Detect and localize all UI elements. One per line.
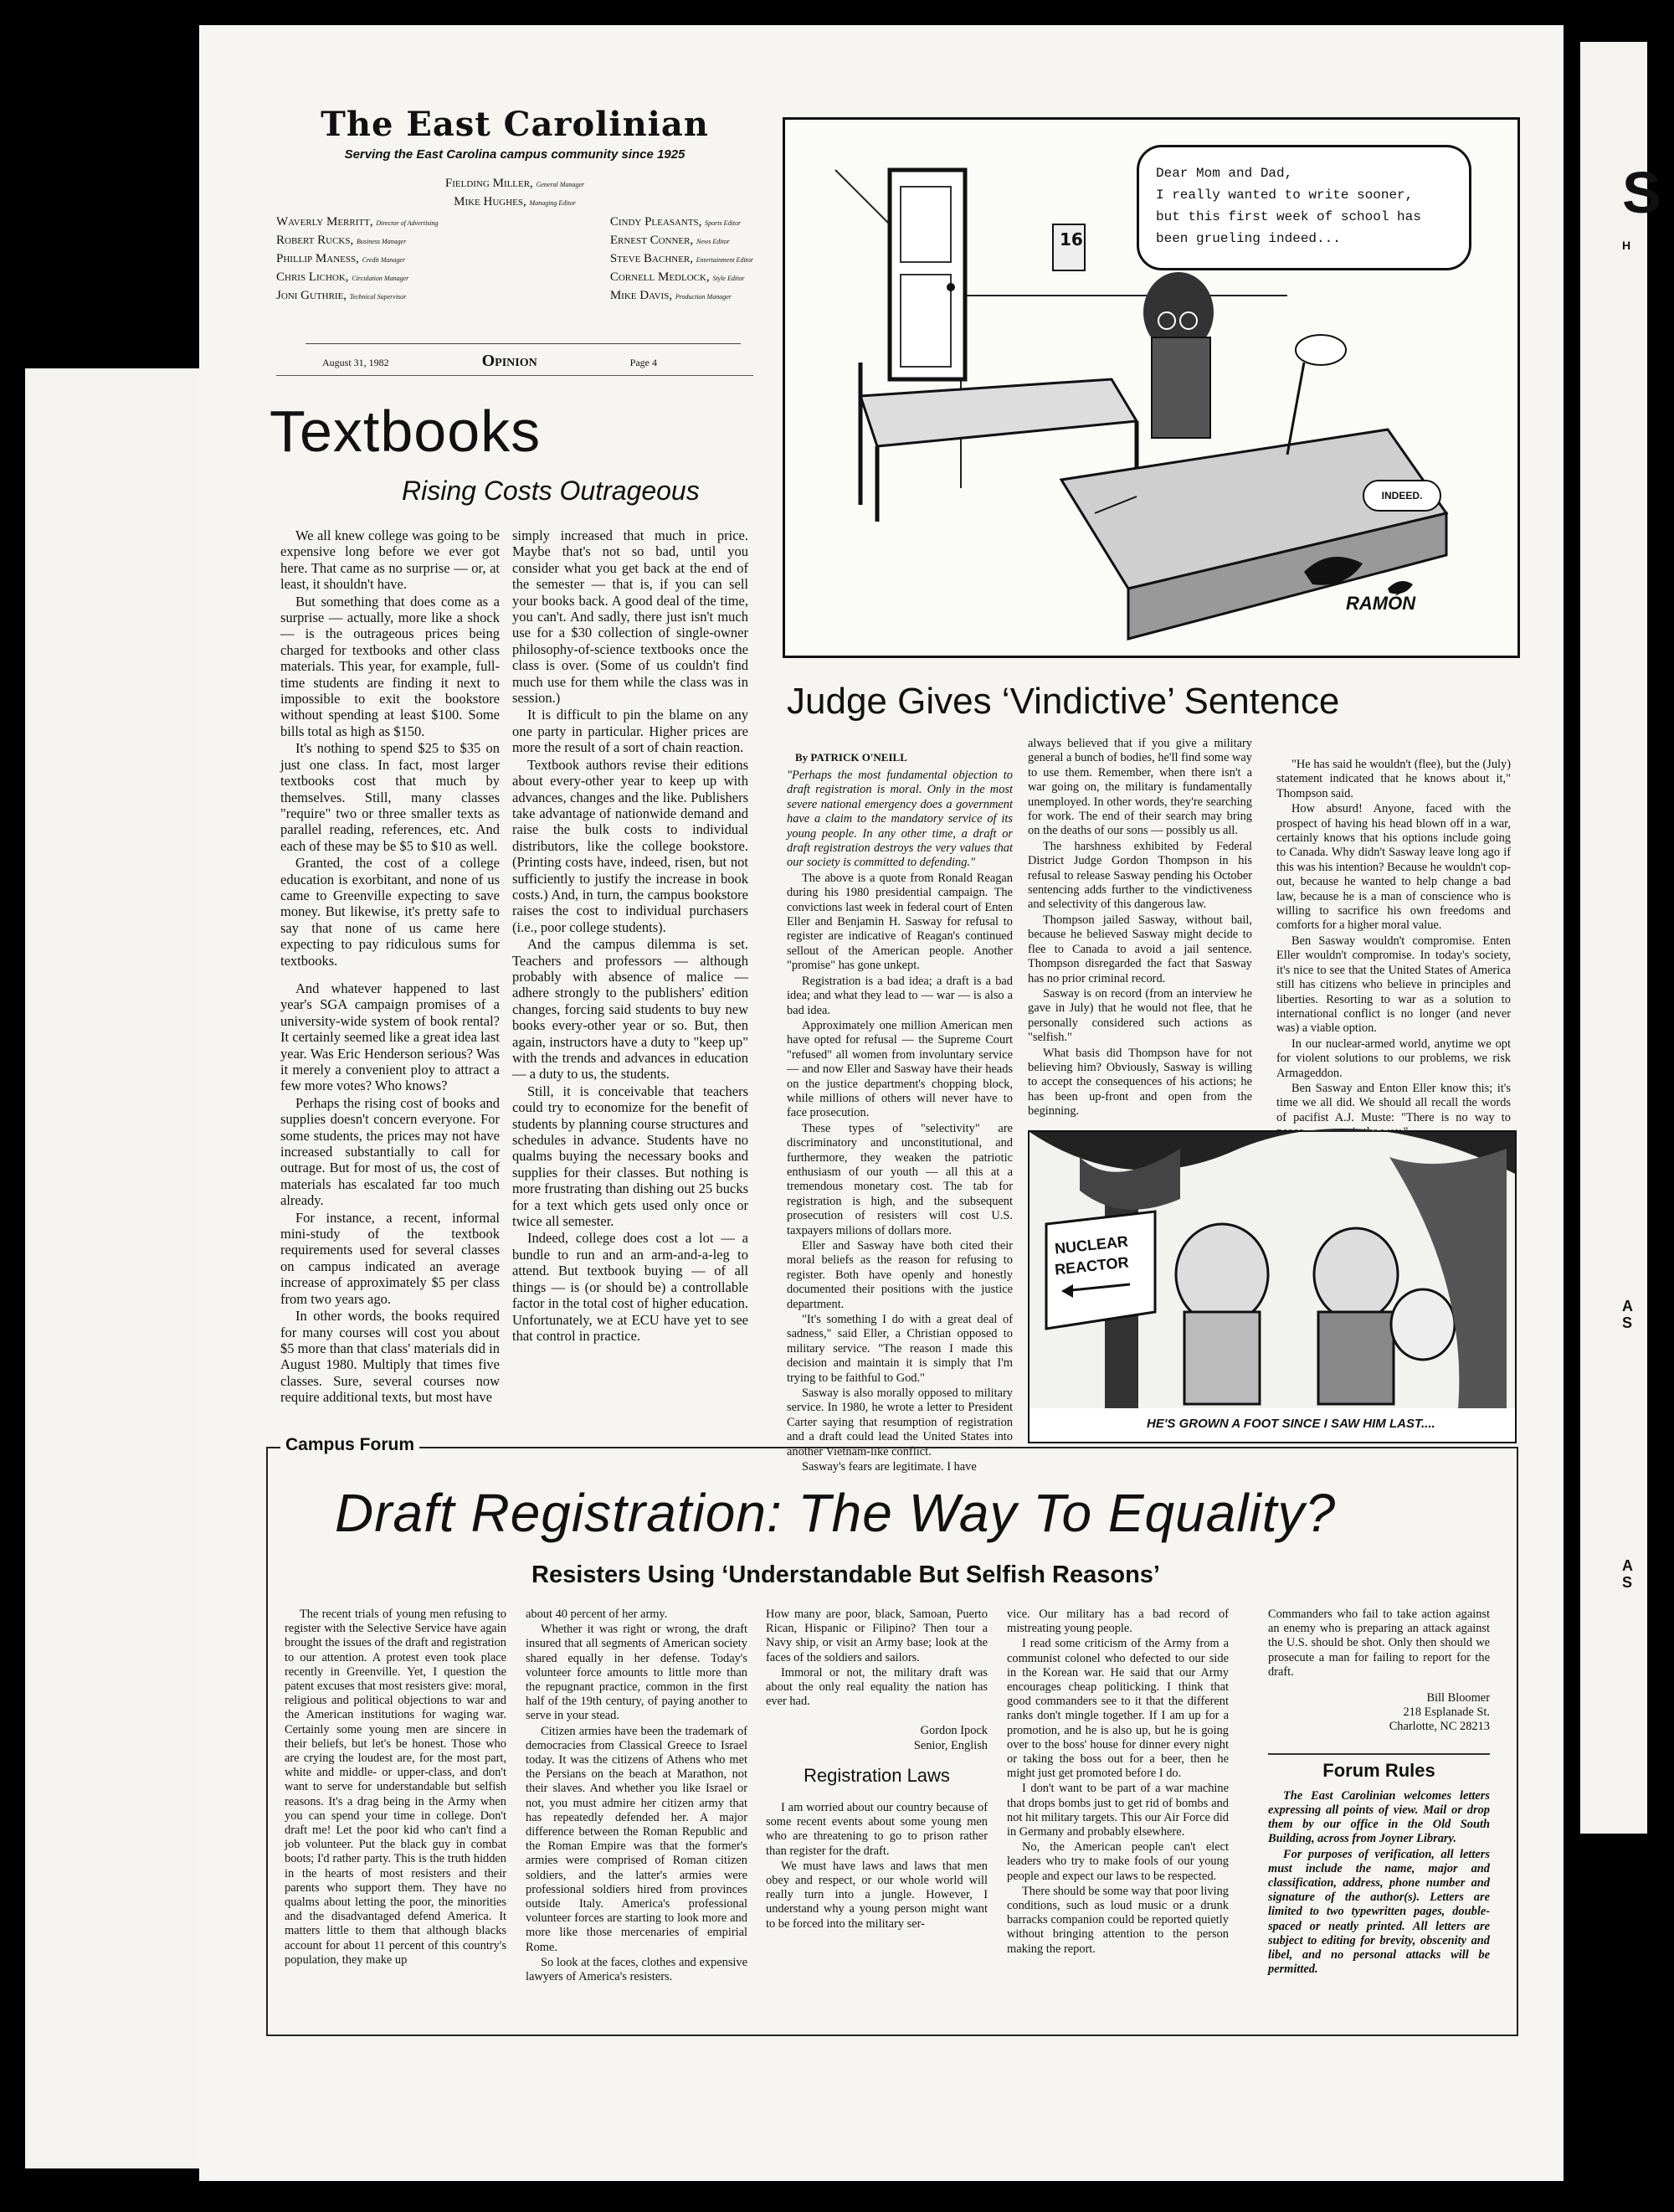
staff-entry [276, 287, 439, 306]
paragraph: There should be some way that poor living conditions, such as loud music or a drunk barracks companion could be reported quietly without bringing attention to the person making the report. [1007, 1884, 1229, 1956]
staff-list-right [610, 213, 753, 306]
letter-speech-balloon [1137, 145, 1471, 270]
letter-signature [1268, 1691, 1490, 1735]
staff-role: Business Manager [357, 238, 407, 245]
paragraph: Commanders who fail to take action against an enemy who is preparing an attack against the U.S. should be shot. Only then should we prosecute a man for failing to report for the draft. [1268, 1608, 1490, 1679]
cartoonist-signature: RAMÓN [1346, 593, 1416, 614]
forum-column-3 [766, 1608, 988, 2018]
edge-letter: S [1622, 1574, 1633, 1591]
paragraph: So look at the faces, clothes and expensive lawyers of America's resisters. [526, 1955, 747, 1984]
forum-rules-rule [1268, 1753, 1490, 1755]
staff-role: Circulation Manager [352, 275, 409, 282]
staff-role: Technical Supervisor [349, 293, 407, 301]
paragraph: The recent trials of young men refusing to register with the Selective Service have again brought the issues of the draft and registration to our attention. A protest even took place recently in Greenville. Yet, I question the patent excuses that most resisters give: moral, religious and political objections to war and the American institutions for waging war. Certainly some young men are sincere in their beliefs, but let's be honest. Those who are crying the loudest are, for the most part, white and middle- or upper-class, and don't want to serve for understandable but selfish reasons. It's a drag being in the Army when you can spend your time in college. Don't draft me! Let the poor kid who can't find a job volunteer. Put the black guy in combat boots; I'd rather party. This is the truth hidden in the hearts of most resisters and their parents who support them. They have no qualms about letting the poor, the minorities and the disadvantaged defend America. It matters little to them that although blacks account for about 11 percent of this country's population, they make up [285, 1608, 506, 1967]
folio-rule [276, 375, 753, 376]
forum-column-2 [526, 1608, 747, 2018]
paragraph: How many are poor, black, Samoan, Puerto Rican, Hispanic or Filipino? Then tour a Navy ship, or visit an Army base; look at the faces of the soldiers and sailors. [766, 1608, 988, 1664]
paragraph: Sasway's fears are legitimate. I have [802, 1460, 977, 1474]
letter-signature [766, 1724, 988, 1752]
paragraph: Ben Sasway and Enton Eller know this; it's time we all did. We should all recall the words of pacifist A.J. Muste: "There is no way to [1276, 1081, 1511, 1124]
staff-role: Sports Editor [705, 219, 742, 227]
staff-entry [276, 213, 439, 232]
staff-entry [276, 232, 439, 250]
judge-column-1 [787, 769, 1013, 1474]
cartoon-caption: HE'S GROWN A FOOT SINCE I SAW HIM LAST.... [1147, 1417, 1435, 1431]
staff-name: Joni Guthrie, [276, 289, 347, 302]
staff-entry [610, 250, 753, 269]
staff-entry [276, 269, 439, 287]
staff-name: Mike Davis, [609, 289, 673, 302]
paragraph: But something that does come as a surprise — actually, more like a shock — is the outrageous prices being charged for textbooks and other class materials. This year, for example, full-time students are finding it next to impossible to exit the bookstore without spending at least $100. Some bills total as high as $150. [280, 593, 500, 739]
staff-entry [276, 250, 439, 269]
paragraph: Approximately one million American men have opted for refusal — the Supreme Court "refused" all women from involuntary service — and now Eller and Sasway have their heads on the justice department's chopping block, while millions of others will never have to face prosecution. [787, 1018, 1013, 1120]
staff-entry [610, 232, 753, 250]
staff-role: Director of Advertising [376, 219, 439, 227]
staff-name: Chris Lichok, [276, 270, 349, 284]
bird-speech-balloon: INDEED. [1363, 480, 1441, 512]
paragraph: And the campus dilemma is set. Teachers and professors — although probably with absence of malice — adhere strongly to the publishers' edition changes, forcing said students to buy new books every-other year or so. But, then again, instructors have a duty to "keep up" with the trends and advances in education — a duty to us, the students. [512, 936, 748, 1083]
signature-name: Gordon Ipock [920, 1724, 988, 1738]
paragraph: Registration is a bad idea; a draft is a bad idea; and what they lead to — war — is also a bad idea. [787, 974, 1013, 1017]
paragraph: Still, it is conceivable that teachers could try to economize for the benefit of students by planning course structures and schedules in advance. Students have no qualms buying the necessary books and supplies for their classes. But nothing is more frustrating than dishing out 25 bucks for a text which gets used only once or twice all semester. [512, 1083, 748, 1230]
reactor-sign-line: REACTOR [1054, 1253, 1130, 1278]
paragraph: We must have laws and laws that men obey and respect, or our whole world will really turn into a jungle. However, I understand why a young person might want to be forced into the military ser- [766, 1859, 988, 1931]
forum-column-4 [1007, 1608, 1229, 2018]
paragraph: The above is a quote from Ronald Reagan during his 1980 presidential campaign. The convictions last week in federal court of Enten Eller and Benjamin H. Sasway for refusal to register are indicative of Reagan's continued sellout of the American people. Another "promise" has gone unkept. [787, 871, 1013, 973]
paragraph: simply increased that much in price. Maybe that's not so bad, until you consider what you get back at the end of the semester — that is, if you can sell your books back. A good deal of the time, you can't. And sadly, there just isn't much use for a $30 collection of single-owner philosophy-of-science textbooks once the class is over. (Some of us couldn't find much use for them while the class was in session.) [512, 527, 748, 707]
managing-editor [276, 193, 753, 212]
right-edge-fragments [1622, 159, 1661, 1666]
paragraph: How absurd! Anyone, faced with the prospect of having his head blown off in a war, certainly knows that his options include going to Canada. Why didn't Sasway leave long ago if this was his intention? Because he wouldn't cop-out, because he wanted to help change a bad law, because he is a man of conscience who is willing to sacrifice his own freedoms and comforts for a higher moral value. [1276, 802, 1511, 933]
cartoon-drawing [1030, 1132, 1515, 1442]
textbooks-column-2 [512, 527, 748, 1428]
signature-title: Senior, English [913, 1738, 988, 1752]
letter-line: but this first week of school has [1156, 209, 1421, 224]
forum-column-5 [1268, 1608, 1490, 2018]
reactor-sign-line: NUCLEAR [1054, 1232, 1129, 1258]
paragraph: vice. Our military has a bad record of mistreating young people. [1007, 1608, 1229, 1636]
staff-name: Waverly Merritt, [276, 215, 373, 229]
paragraph: always believed that if you give a military general a bunch of bodies, he'll find some way to use them. Remember, when there isn't a war going on, the military is fundamentally unemployed. In other words, they're searching for work. The end of their search may bring on the deaths of our sons — possibly us all. [1028, 737, 1252, 838]
letter-line: Dear Mom and Dad, [1156, 166, 1293, 181]
edge-letter: S [1622, 1314, 1633, 1331]
signature-line: 218 Esplanade St. [1403, 1705, 1490, 1720]
paragraph: Textbook authors revise their editions about every-other year to keep up with advances, changes and the like. Publishers take advantage of nationwide demand and raise the bulk costs to individual distributors, like the college bookstore. (Printing costs have, indeed, risen, but not sufficiently to justify the increase in book costs.) And, in turn, the campus bookstore raises the cost to individual purchasers (i.e., poor college students). [512, 756, 748, 935]
nuclear-reactor-cartoon [1028, 1130, 1517, 1443]
paragraph: In other words, the books required for many courses will cost you about $5 more than that class' materials did in August 1980. Multiply that times five classes. Sure, several courses now require additional texts, but most have [280, 1308, 500, 1406]
issue-date: August 31, 1982 [322, 357, 389, 368]
forum-subtitle: Resisters Using ‘Understandable But Selfish Reasons’ [531, 1561, 1160, 1588]
forum-rules-heading: Forum Rules [1322, 1759, 1435, 1781]
staff-role: News Editor [696, 238, 730, 245]
staff-entry [610, 287, 753, 306]
paragraph: Perhaps the rising cost of books and supplies doesn't concern everyone. For some students, the prices may not have increased substantially to call for outrage. But for most of us, the cost of materials has escalated far too much already. [280, 1094, 500, 1209]
paragraph: "It's something I do with a great deal of sadness," said Eller, a Christian opposed to military service. "The reason I made this decision and maintain it is simply that I'm trying to be faithful to God." [787, 1313, 1013, 1385]
dorm-room-cartoon [783, 117, 1520, 658]
section-name: Opinion [481, 352, 537, 370]
staff-role: Entertainment Editor [696, 256, 753, 264]
staff-entry [610, 213, 753, 232]
staff-entry [610, 269, 753, 287]
edge-letter: S [1622, 160, 1661, 225]
judge-byline: By PATRICK O'NEILL [795, 751, 907, 764]
forum-column-1 [285, 1608, 506, 2018]
masthead-title: The East Carolinian [321, 105, 709, 144]
textbooks-headline: Textbooks [270, 399, 542, 464]
staff-role: Style Editor [712, 275, 745, 282]
paragraph: about 40 percent of her army. [526, 1608, 668, 1621]
staff-list-left [276, 213, 439, 306]
managing-editor-role: Managing Editor [529, 199, 576, 207]
judge-column-2 [1028, 737, 1252, 1119]
general-manager-role: General Manager [536, 181, 585, 188]
managing-editor-name: Mike Hughes, [454, 195, 526, 208]
staff-name: Cornell Medlock, [609, 270, 710, 284]
paragraph: We all knew college was going to be expensive long before we ever got here. That came as no surprise — or, at least, it shouldn't have. [280, 527, 500, 593]
paragraph: And whatever happened to last year's SGA campaign promises of a university-wide system of book rental? It certainly seemed like a great idea last year. Was Eric Henderson serious? Was it merely a convenient ploy to attract a few more votes? Who knows? [280, 980, 500, 1094]
staff-role: Credit Manager [362, 256, 406, 264]
paragraph: In our nuclear-armed world, anytime we opt for violent solutions to our problems, we risk Armageddon. [1276, 1037, 1511, 1080]
paragraph: Citizen armies have been the trademark of democracies from Classical Greece to Israel today. It was the citizens of Athens who met the Persians on the beach at Marathon, not their slaves. And whether you like Israel or not, you must admire her citizen army that has repeatedly defended her. A major difference between the Roman Republic and the Roman Empire was that the former's armies were comprised of Roman citizen soldiers, and the latter's armies were professional soldiers hired from provinces outside Italy. America's professional volunteer forces are starting to look more and more like those mercenaries of empirial Rome. [526, 1724, 747, 1954]
paragraph: For instance, a recent, informal mini-study of the textbook requirements used for several classes on campus indicated an average increase of approximately $5 per class from two years ago. [280, 1209, 500, 1307]
paragraph: The East Carolinian welcomes letters expressing all points of view. Mail or drop them by our office in the Old South Building, across from Joyner Library. [1268, 1788, 1490, 1846]
paragraph: Sasway is also morally opposed to military service. In 1980, he wrote a letter to President Carter saying that resumption of registration and a draft could lead the United States into another Vietnam-like conflict. [787, 1386, 1013, 1458]
general-manager [276, 175, 753, 193]
edge-letter: A [1622, 1557, 1633, 1574]
paragraph: Indeed, college does cost a lot — a bundle to run and an arm-and-a-leg to attend. But textbook buying — of all things — is (or should be) a controllable factor in the total cost of higher education. Unfortunately, we at ECU have yet to see that control in practice. [512, 1230, 748, 1344]
paragraph: I don't want to be part of a war machine that drops bombs just to get rid of bombs and not hit military targets. This our Air Force did in Germany and probably elsewhere. [1007, 1782, 1229, 1839]
svg-text:16: 16 [1060, 229, 1083, 249]
staff-name: Cindy Pleasants, [609, 215, 702, 229]
textbooks-column-1 [280, 527, 500, 1428]
paragraph: Thompson jailed Sasway, without bail, because he believed Sasway might decide to flee to Canada to avoid a jail sentence. Thompson disregarded the fact that Sasway has no prior criminal record. [1028, 913, 1252, 985]
paragraph: What basis did Thompson have for not believing him? Obviously, Sasway is willing to accept the consequences of his actions; he has been up-front and open from the beginning. [1028, 1046, 1252, 1119]
paragraph: For purposes of verification, all letters must include the name, major and classification, address, phone number and signature of the author(s). Letters are limited to two typewritten pages, double-spaced or neatly printed. All letters are subject to editing for brevity, obscenity and libel, and no personal attacks will be permitted. [1268, 1847, 1490, 1977]
staff-name: Phillip Maness, [276, 252, 359, 265]
registration-laws-heading: Registration Laws [804, 1764, 950, 1786]
staff-name: Steve Bachner, [609, 252, 694, 265]
paragraph: It is difficult to pin the blame on any one party in particular. Higher prices are more the result of a sort of chain reaction. [512, 707, 748, 756]
paragraph: "Perhaps the most fundamental objection to draft registration is moral. Only in the most severe national emergency does a government have a claim to the mandatory service of its young people. In any other time, a draft or draft registration destroys the very values that our society is committed to defending." [787, 769, 1013, 870]
paragraph: Sasway is on record (from an interview he gave in July) that he would not flee, that he personally considered such actions as "selfish." [1028, 986, 1252, 1045]
folio-line [322, 352, 657, 371]
staff-role: Production Manager [675, 293, 732, 301]
signature-line: Bill Bloomer [1426, 1691, 1490, 1705]
left-page-strip [25, 368, 218, 2168]
letter-line: been grueling indeed... [1156, 231, 1341, 246]
staff-name: Ernest Conner, [609, 234, 694, 247]
page-number: Page 4 [629, 357, 657, 368]
judge-headline: Judge Gives ‘Vindictive’ Sentence [787, 681, 1340, 722]
paragraph: Eller and Sasway have both cited their moral beliefs as the reason for refusing to register. Both have openly and honestly documented their positions with the justice department. [787, 1239, 1013, 1311]
paragraph: It's nothing to spend $25 to $35 on just one class. In fact, most larger textbooks cost that much by themselves. Still, many classes "require" two or three smaller texts as parallel reading, references, etc. And each of these may be $5 to $10 as well. [280, 740, 500, 854]
paragraph: The harshness exhibited by Federal District Judge Gordon Thompson in his refusal to release Sasway pending his October sentencing adds further to the vindictiveness and selectivity of this dangerous law. [1028, 839, 1252, 912]
paragraph: "He has said he wouldn't (flee), but the (July) statement indicated that he knows about it," Thompson said. [1276, 758, 1511, 800]
paragraph: I am worried about our country because of some recent events about some young men who are threatening to go to prison rather than register for the draft. [766, 1801, 988, 1858]
masthead [276, 105, 753, 306]
letter-line: I really wanted to write sooner, [1156, 188, 1414, 203]
masthead-tagline: Serving the East Carolina campus community since 1925 [344, 147, 686, 162]
campus-forum-label: Campus Forum [280, 1435, 419, 1455]
signature-line: Charlotte, NC 28213 [1389, 1720, 1490, 1734]
paragraph: No, the American people can't elect leaders who try to make fools of our young people and expect our laws to be respected. [1007, 1840, 1229, 1883]
paragraph: Immoral or not, the military draft was about the only real equality the nation has ever had. [766, 1665, 988, 1709]
paragraph: I read some criticism of the Army from a communist colonel who defected to our side in the Korean war. He said that our Army encourages cheap politicking. I think that good commanders see to it that the different ranks don't mingle together. If I am up for a promotion, and he is also up, but he is going over to the boss' house for dinner every night or taking the boss out for a beer, then he might just get promoted before I do. [1007, 1637, 1229, 1781]
masthead-rule [306, 343, 741, 344]
staff-name: Robert Rucks, [276, 234, 354, 247]
forum-title: Draft Registration: The Way To Equality? [335, 1483, 1337, 1543]
edge-letter: A [1622, 1298, 1633, 1314]
paragraph: Ben Sasway wouldn't compromise. Enten Eller wouldn't compromise. In today's society, it's nice to see that the United States of America still has citizens who believe in principles and liberties. Resorting to war as a solution to international conflict is no longer (and never was) a viable option. [1276, 934, 1511, 1036]
textbooks-subhead: Rising Costs Outrageous [402, 476, 700, 506]
edge-letter: H [1622, 239, 1631, 252]
paragraph: Granted, the cost of a college education is exorbitant, and none of us came to Greenville expecting to save money. But likewise, it's pretty safe to say that none of us came here expecting to pay ridiculous sums for textbooks. [280, 855, 500, 969]
judge-column-3 [1276, 758, 1511, 1124]
paragraph: These types of "selectivity" are discriminatory and unconstitutional, and furthermore, they weaken the patriotic enthusiasm of our youth — all this at a tremendous monetary cost. The tab for registration is high, and the subsequent prosecution of resisters will cost U.S. taxpayers milions of dollars more. [787, 1121, 1013, 1237]
paragraph: Whether it was right or wrong, the draft insured that all segments of American society shared equally in her defense. Today's volunteer force amounts to little more than the repugnant practice, common in the first half of the 19th century, of paying another to serve in your stead. [526, 1623, 747, 1723]
general-manager-name: Fielding Miller, [444, 177, 533, 190]
